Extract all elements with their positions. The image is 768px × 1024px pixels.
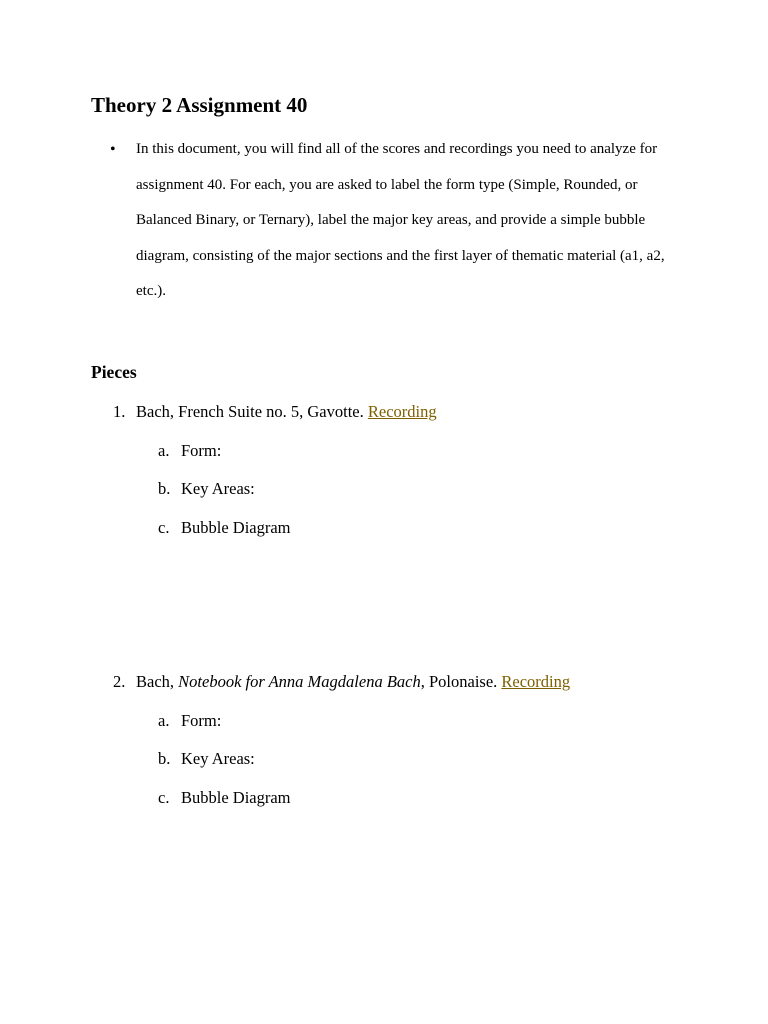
piece-2-title-line: [113, 670, 733, 694]
piece-1-title-text: Bach, French Suite no. 5, Gavotte.: [136, 402, 364, 421]
piece-2-number: 2.: [113, 672, 126, 691]
piece-1-recording-link[interactable]: Recording: [367, 402, 437, 421]
document-title: Theory 2 Assignment 40: [91, 93, 308, 117]
piece-1: [113, 400, 733, 537]
piece-1-item-form-letter: a.: [158, 441, 170, 460]
piece-1-item-key-areas-label: Key Areas:: [181, 479, 255, 498]
piece-1-item-form-label: Form:: [181, 441, 222, 460]
piece-1-number: 1.: [113, 402, 126, 421]
piece-2-item-form-letter: a.: [158, 711, 170, 730]
piece-1-title: [136, 400, 437, 424]
piece-2-title-italic: Notebook for Anna Magdalena Bach: [178, 672, 421, 691]
bullet-icon: •: [110, 141, 116, 158]
piece-2-title-prefix: Bach,: [136, 672, 179, 691]
piece-2: [113, 670, 733, 807]
piece-2-item-bubble-diagram-label: Bubble Diagram: [181, 788, 291, 807]
piece-2-title-suffix: , Polonaise.: [420, 672, 498, 691]
piece-2-item-bubble-diagram-letter: c.: [158, 788, 170, 807]
piece-1-item-bubble-diagram-label: Bubble Diagram: [181, 518, 291, 537]
piece-1-title-line: [113, 400, 733, 424]
piece-1-item-bubble-diagram-letter: c.: [158, 518, 170, 537]
intro-text: In this document, you will find all of the scores and recordings you need to analyze for assignment 40. For each, you are asked to label the form type (Simple, Rounded, or Balanced Binary, or Ternary), label the major key areas, and provide a simple bubble diagram, consisting of the major sections and the first layer of thematic material (a1, a2, etc.).: [136, 141, 665, 300]
piece-2-recording-link[interactable]: Recording: [501, 672, 571, 691]
piece-2-item-form-label: Form:: [181, 711, 222, 730]
piece-2-title: [136, 670, 570, 694]
piece-2-item-key-areas-label: Key Areas:: [181, 749, 255, 768]
piece-2-item-key-areas-letter: b.: [158, 749, 171, 768]
pieces-heading: Pieces: [91, 362, 137, 382]
piece-1-item-key-areas-letter: b.: [158, 479, 171, 498]
